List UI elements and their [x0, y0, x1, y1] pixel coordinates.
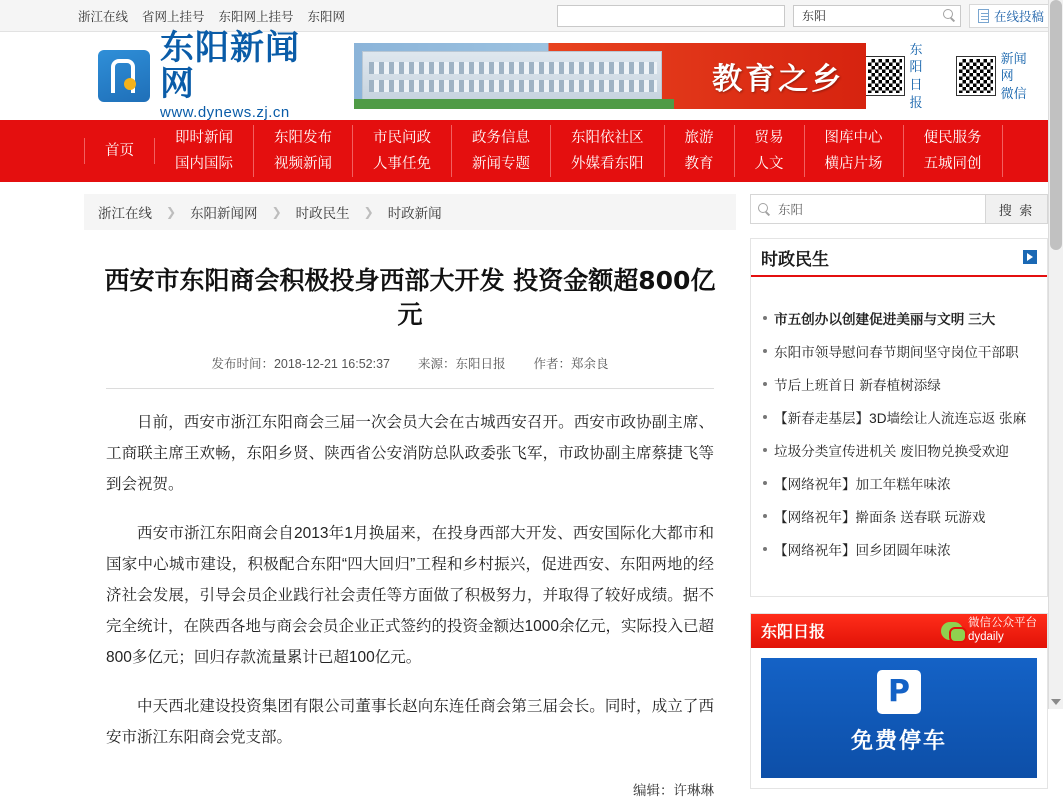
page-scrollbar[interactable] [1048, 0, 1063, 709]
site-header [0, 27, 1063, 122]
breadcrumb-item-1[interactable]: 东阳新闻网 [190, 206, 258, 221]
banner-building-image [362, 51, 662, 101]
qr-label-wechat-line2: 微信 [1000, 85, 1027, 101]
search-button[interactable]: 搜 索 [985, 195, 1047, 223]
ad-banner-text: 免费停车 [850, 727, 947, 753]
breadcrumb-separator-icon: ❯ [271, 205, 282, 219]
nav-item-9[interactable] [904, 125, 1003, 177]
search-input[interactable] [776, 201, 978, 217]
top-link-1[interactable]: 省网上挂号 [142, 9, 205, 24]
qr-label-wechat-line1: 新闻网 [1000, 50, 1027, 84]
article-column [84, 194, 736, 799]
wechat-icon [941, 622, 963, 640]
qr-item-wechat[interactable] [957, 41, 1039, 111]
search-icon [758, 203, 771, 216]
nav-item-7-top: 贸易 [754, 130, 784, 146]
ad-title: 东阳日报 [761, 624, 826, 641]
qr-label-wechat [1001, 50, 1039, 103]
nav-item-1-bottom: 国内国际 [175, 156, 233, 172]
header-banner[interactable] [354, 43, 866, 109]
search-icon[interactable] [943, 9, 956, 22]
top-search-box[interactable] [793, 5, 961, 27]
site-logo[interactable] [98, 27, 332, 122]
top-text-input[interactable] [557, 5, 785, 27]
more-arrow-icon[interactable] [1023, 250, 1037, 264]
nav-item-7-bottom: 人文 [754, 156, 784, 172]
online-submit-label: 在线投稿 [993, 9, 1044, 24]
nav-item-5[interactable] [551, 125, 665, 177]
logo-mark-icon [98, 50, 150, 102]
nav-item-2-top: 东阳发布 [274, 130, 332, 146]
sidebar-search[interactable] [750, 194, 1048, 224]
nav-item-4-top: 政务信息 [472, 130, 530, 146]
sidebar-section-title: 时政民生 [761, 249, 829, 269]
ad-banner[interactable] [761, 658, 1037, 778]
qr-label-dyrb-line2: 日报 [909, 77, 923, 110]
list-item[interactable]: 【新春走基层】3D墙绘让人流连忘返 张麻 [761, 402, 1037, 435]
ad-wechat-line2: dydaily [968, 630, 1004, 643]
list-item[interactable]: 东阳市领导慰问春节期间坚守岗位干部职 [761, 336, 1037, 369]
nav-item-2-bottom: 视频新闻 [274, 156, 332, 172]
top-link-3[interactable]: 东阳网 [307, 9, 346, 24]
top-right-group [557, 4, 1053, 28]
list-item[interactable]: 【网络祝年】加工年糕年味浓 [761, 468, 1037, 501]
nav-item-9-top: 便民服务 [923, 130, 982, 146]
article-editor: 编辑：许琳琳 [633, 782, 714, 798]
qr-group [866, 41, 1053, 111]
nav-item-1[interactable] [155, 125, 254, 177]
nav-item-6-top: 旅游 [684, 130, 714, 146]
nav-item-1-top: 即时新闻 [175, 130, 233, 146]
breadcrumb-item-0[interactable]: 浙江在线 [98, 206, 152, 221]
logo-title: 东阳新闻网 [160, 27, 300, 104]
nav-item-6-bottom: 教育 [684, 156, 714, 172]
content-wrapper [0, 182, 1063, 799]
nav-item-8-top: 图库中心 [824, 130, 883, 146]
list-item[interactable]: 【网络祝年】擀面条 送春联 玩游戏 [761, 501, 1037, 534]
ad-wechat-label [968, 617, 1037, 643]
banner-lawn [354, 99, 674, 109]
scroll-down-arrow-icon[interactable] [1051, 699, 1061, 705]
qr-label-dyrb-line1: 东阳 [909, 41, 923, 75]
list-item[interactable]: 市五创办以创建促进美丽与文明 三大 [761, 303, 1037, 336]
article-meta [84, 354, 736, 372]
nav-item-8-bottom: 横店片场 [824, 156, 883, 172]
scrollbar-thumb[interactable] [1050, 0, 1062, 250]
sidebar-section-shizheng [750, 238, 1048, 597]
article-paragraph-1: 西安市浙江东阳商会自2013年1月换届来，在投身西部大开发、西安国际化大都市和国家中心城市建设，积极配合东阳“四大回归”工程和乡村振兴，促进西安、东阳两地的经济社会发展，引导会员企业践行社会责任等方面做了积极努力，并取得了较好成绩。据不完全统计，在陕西各地与商会会员企业正式签约的投资金额达1000余亿元，实际投入已超800多亿元；回归存款流量累计已超100亿元。 [106, 524, 714, 666]
sidebar-ad-box [750, 613, 1048, 789]
main-nav [0, 120, 1063, 182]
nav-item-0[interactable] [84, 138, 155, 164]
nav-item-4[interactable] [452, 125, 551, 177]
qr-code-icon [957, 57, 994, 95]
page-title: 西安市东阳商会积极投身西部大开发 投资金额超800亿元 [104, 266, 716, 329]
sidebar-section-header [751, 239, 1047, 277]
qr-label-dyrb [910, 41, 936, 111]
document-icon [978, 9, 989, 23]
breadcrumb-separator-icon: ❯ [363, 205, 374, 219]
article-source: 来源：东阳日报 [418, 356, 506, 371]
breadcrumb-item-3[interactable]: 时政新闻 [387, 206, 442, 221]
sidebar [750, 194, 1048, 799]
breadcrumb-separator-icon: ❯ [166, 205, 177, 219]
qr-item-dyrb[interactable] [866, 41, 935, 111]
nav-item-5-top: 东阳依社区 [571, 130, 644, 146]
title-divider [106, 388, 714, 389]
list-item[interactable]: 垃圾分类宣传进机关 废旧物兑换受欢迎 [761, 435, 1037, 468]
ad-wechat-line1: 微信公众平台 [968, 617, 1037, 630]
banner-text: 教育之乡 [712, 63, 845, 96]
nav-item-2[interactable] [254, 125, 353, 177]
nav-item-4-bottom: 新闻专题 [472, 156, 530, 172]
article-paragraph-0: 日前，西安市浙江东阳商会三届一次会员大会在古城西安召开。西安市政协副主席、工商联主席王欢畅，东阳乡贤、陕西省公安消防总队政委张飞军，市政协副主席蔡捷飞等到会祝贺。 [106, 413, 714, 493]
top-link-0[interactable]: 浙江在线 [78, 9, 129, 24]
online-submit-button[interactable] [969, 4, 1053, 28]
nav-item-3-bottom: 人事任免 [373, 156, 431, 172]
article-body [84, 407, 736, 753]
ad-wechat-group[interactable] [941, 617, 1037, 643]
breadcrumb-item-2[interactable]: 时政民生 [295, 206, 350, 221]
nav-item-7[interactable] [735, 125, 805, 177]
logo-url: www.dynews.zj.cn [160, 104, 290, 122]
parking-icon: P [877, 670, 921, 714]
nav-item-0-top: 首页 [105, 143, 134, 159]
top-search-input[interactable] [800, 8, 943, 24]
sidebar-search-field[interactable] [751, 195, 985, 223]
nav-item-9-bottom: 五城同创 [923, 156, 982, 172]
ad-header [751, 614, 1047, 648]
nav-item-3-top: 市民问政 [373, 130, 431, 146]
breadcrumb [84, 194, 736, 230]
nav-item-3[interactable] [353, 125, 452, 177]
qr-code-icon [866, 57, 903, 95]
top-links [78, 7, 345, 25]
article-paragraph-2: 中天西北建设投资集团有限公司董事长赵向东连任商会第三届会长。同时，成立了西安市浙江东阳商会党支部。 [106, 697, 714, 746]
top-link-2[interactable]: 东阳网上挂号 [218, 9, 294, 24]
list-item[interactable]: 节后上班首日 新春植树添绿 [761, 369, 1037, 402]
article-author: 作者：郑余良 [533, 356, 609, 371]
nav-item-6[interactable] [665, 125, 735, 177]
publish-time: 发布时间：2018-12-21 16:52:37 [211, 356, 391, 371]
list-item[interactable]: 【网络祝年】回乡团圆年味浓 [761, 534, 1037, 567]
nav-item-5-bottom: 外媒看东阳 [571, 156, 644, 172]
nav-item-8[interactable] [805, 125, 904, 177]
sidebar-news-list [751, 293, 1047, 580]
